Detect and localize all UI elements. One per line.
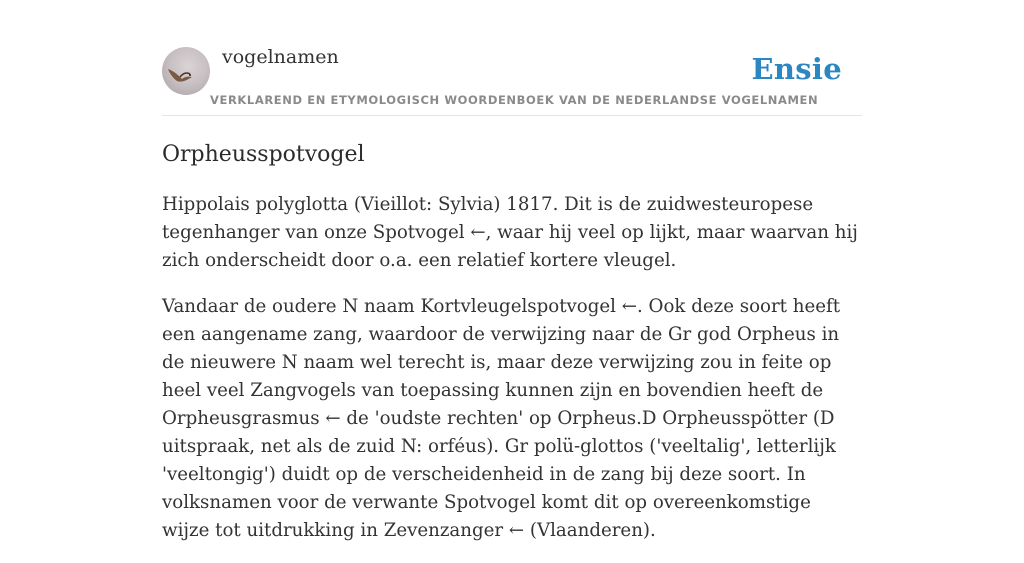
- entry-paragraph: Hippolais polyglotta (Vieillot: Sylvia) 1817. Dit is de zuidwesteuropese tegenhanger van onze Spotvogel ←, waar hij veel op lijkt, maar waarvan hij zich onderscheidt door o.a. een relatief kortere vleugel.: [162, 194, 858, 271]
- bird-photo-icon: [162, 47, 210, 95]
- entry-content: [162, 140, 862, 563]
- site-header: [162, 46, 862, 116]
- blog-name-link[interactable]: vogelnamen: [222, 46, 339, 68]
- avatar[interactable]: [162, 47, 210, 95]
- entry-title: Orpheusspotvogel: [162, 142, 365, 167]
- blog-subtitle: VERKLAREND EN ETYMOLOGISCH WOORDENBOEK VAN DE NEDERLANDSE VOGELNAMEN: [210, 93, 819, 107]
- ensie-logo[interactable]: Ensie: [751, 52, 842, 86]
- entry-paragraph: Vandaar de oudere N naam Kortvleugelspotvogel ←. Ook deze soort heeft een aangename zang, waardoor de verwijzing naar de Gr god Orpheus in de nieuwere N naam wel terecht is, maar deze verwijzing zou in feite op heel veel Zangvogels van toepassing kunnen zijn en bovendien heeft de Orpheusgrasmus ← de 'oudste rechten' op Orpheus.D Orpheusspötter (D uitspraak, net als de zuid N: orféus). Gr polü-glottos ('veeltalig', letterlijk 'veeltongig') duidt op de verscheidenheid in de zang bij deze soort. In volksnamen voor de verwante Spotvogel komt dit op overeenkomstige wijze tot uitdrukking in Zevenzanger ← (Vlaanderen).: [162, 296, 841, 541]
- header-divider: [162, 115, 862, 116]
